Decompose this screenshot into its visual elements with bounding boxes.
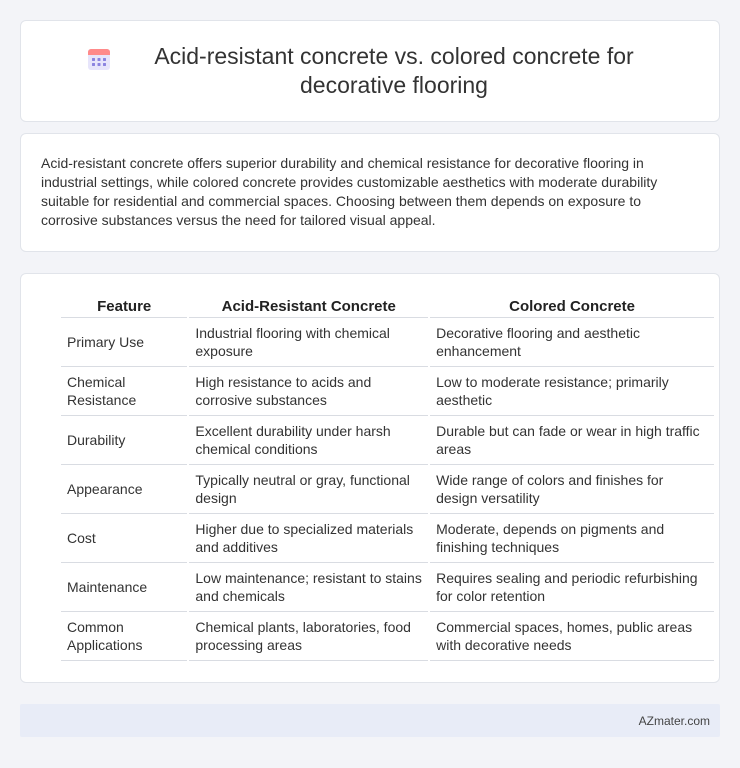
colored-cell: Low to moderate resistance; primarily aesthetic	[430, 367, 714, 416]
feature-cell: Cost	[61, 514, 187, 563]
feature-cell: Durability	[61, 416, 187, 465]
acid-resistant-cell: Typically neutral or gray, functional design	[189, 465, 428, 514]
colored-cell: Decorative flooring and aesthetic enhancement	[430, 318, 714, 367]
column-header-acid-resistant: Acid-Resistant Concrete	[189, 296, 428, 318]
title-wrap	[21, 42, 719, 100]
footer-source-link[interactable]: AZmater.com	[638, 713, 710, 728]
table-row	[61, 465, 714, 514]
summary-card	[20, 133, 720, 252]
colored-cell: Wide range of colors and finishes for design versatility	[430, 465, 714, 514]
comparison-table	[59, 296, 716, 661]
table-row	[61, 514, 714, 563]
colored-cell: Requires sealing and periodic refurbishing for color retention	[430, 563, 714, 612]
colored-cell: Commercial spaces, homes, public areas with decorative needs	[430, 612, 714, 661]
comparison-table-card	[20, 273, 720, 683]
feature-cell: Primary Use	[61, 318, 187, 367]
feature-cell: Appearance	[61, 465, 187, 514]
page-title: Acid-resistant concrete vs. colored concrete for decorative flooring	[154, 43, 634, 98]
feature-cell: Common Applications	[61, 612, 187, 661]
summary-text: Acid-resistant concrete offers superior durability and chemical resistance for decorative flooring in industrial settings, while colored concrete provides customizable aesthetics with moderate durability suitable for residential and commercial spaces. Choosing between them depends on exposure to corrosive substances versus the need for tailored visual appeal.	[41, 155, 658, 228]
column-header-colored: Colored Concrete	[430, 296, 714, 318]
footer	[20, 704, 720, 737]
calendar-icon	[86, 46, 112, 72]
table-row	[61, 612, 714, 661]
table-row	[61, 318, 714, 367]
feature-cell: Chemical Resistance	[61, 367, 187, 416]
table-row	[61, 563, 714, 612]
table-header-row	[61, 296, 714, 318]
colored-cell: Moderate, depends on pigments and finishing techniques	[430, 514, 714, 563]
acid-resistant-cell: High resistance to acids and corrosive substances	[189, 367, 428, 416]
colored-cell: Durable but can fade or wear in high traffic areas	[430, 416, 714, 465]
title-card	[20, 20, 720, 122]
column-header-feature: Feature	[61, 296, 187, 318]
acid-resistant-cell: Excellent durability under harsh chemical conditions	[189, 416, 428, 465]
acid-resistant-cell: Chemical plants, laboratories, food processing areas	[189, 612, 428, 661]
acid-resistant-cell: Industrial flooring with chemical exposure	[189, 318, 428, 367]
feature-cell: Maintenance	[61, 563, 187, 612]
acid-resistant-cell: Low maintenance; resistant to stains and chemicals	[189, 563, 428, 612]
acid-resistant-cell: Higher due to specialized materials and additives	[189, 514, 428, 563]
table-row	[61, 416, 714, 465]
table-row	[61, 367, 714, 416]
